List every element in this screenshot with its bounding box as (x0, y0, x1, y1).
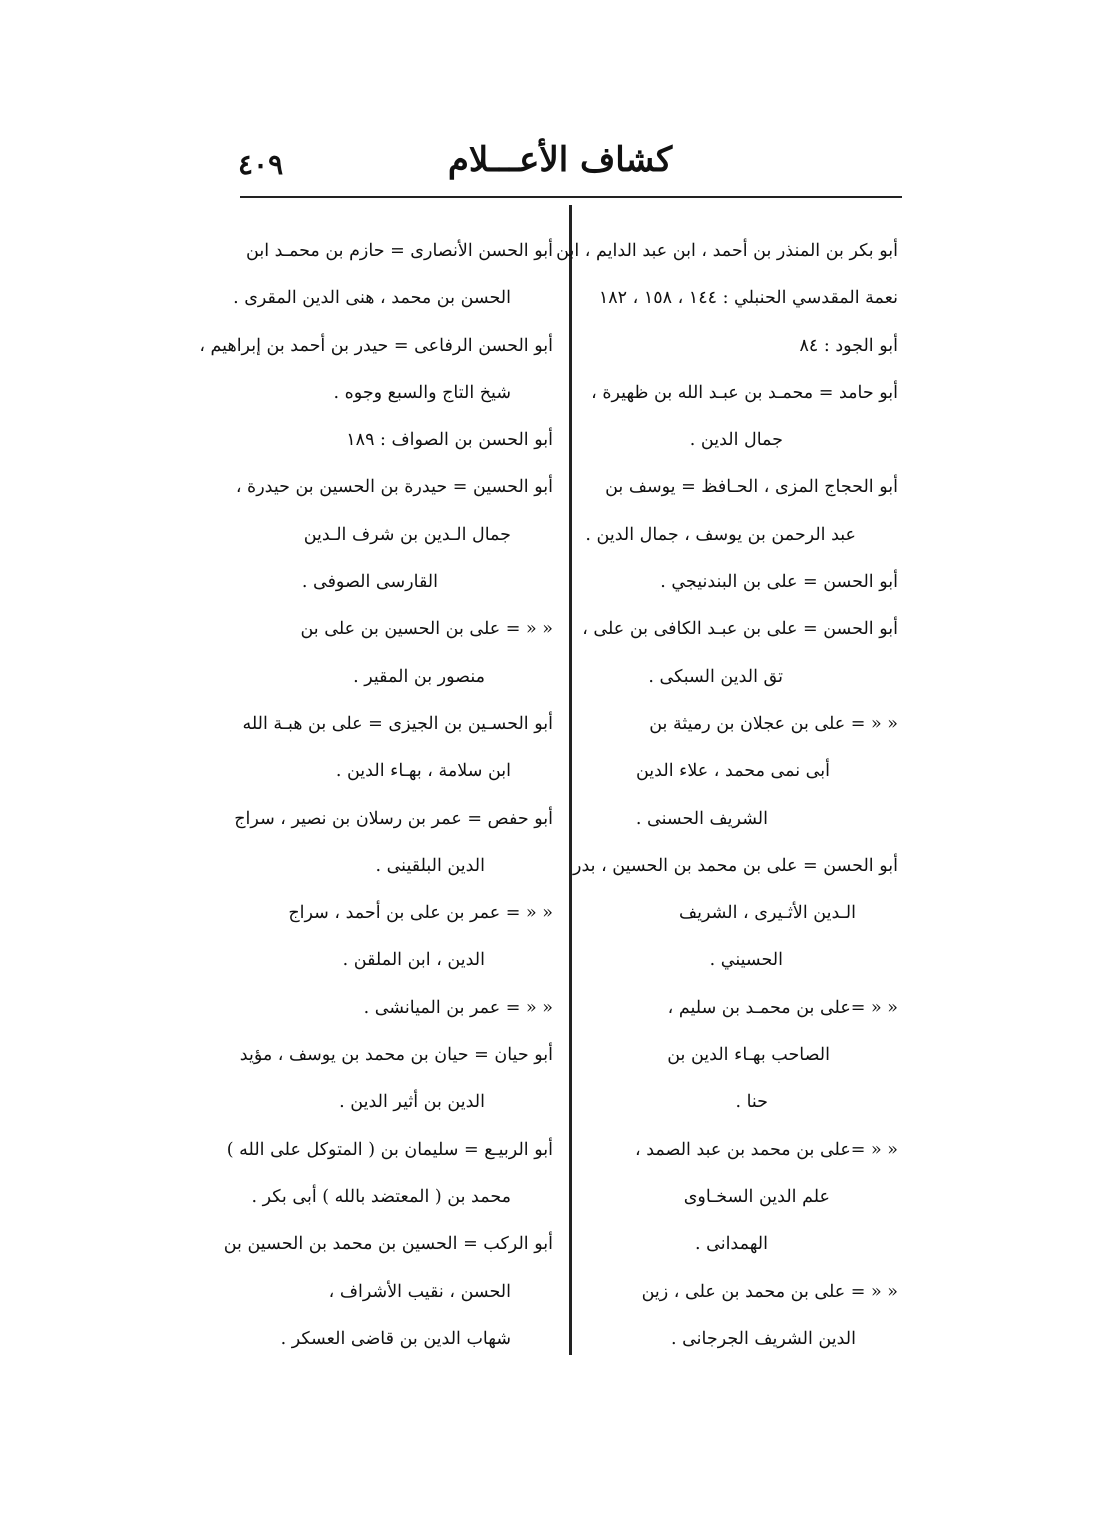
index-entry-line: « « = عمر بن الميانشى . (363, 997, 553, 1018)
index-entry-line: الشريف الحسنى . (635, 808, 768, 829)
index-entry-line: أبو حفص = عمر بن رسلان بن نصير ، سراج (234, 808, 553, 829)
index-column-left (199, 228, 553, 1363)
index-entry-line: نعمة المقدسي الحنبلي : ١٤٤ ، ١٥٨ ، ١٨٢ (598, 288, 898, 309)
index-entry-line: أبو الحسن = على بن محمد بن الحسين ، بدر (573, 855, 898, 876)
index-entry-line: « « = عمر بن على بن أحمد ، سراج (288, 903, 553, 924)
index-entry-line: عبد الرحمن بن يوسف ، جمال الدين . (585, 524, 856, 545)
index-entry-line: حنا . (735, 1092, 768, 1113)
page-title: كشاف الأعـــلام (447, 140, 673, 180)
header-rule (240, 196, 902, 198)
column-divider (569, 205, 572, 1355)
index-entry-line: جمال الـدين بن شرف الـدين (303, 524, 511, 545)
index-entry-line: أبو الركب = الحسين بن محمد بن الحسين بن (223, 1234, 553, 1255)
index-entry-line: منصور بن المقير . (353, 666, 485, 687)
index-entry-line: أبى نمى محمد ، علاء الدين (635, 761, 830, 782)
index-entry-line: الصاحب بهـاء الدين بن (667, 1045, 830, 1066)
index-entry-line: أبو حامد = محمـد بن عبـد الله بن ظهيرة ، (591, 382, 898, 403)
index-entry-line: أبو الربيـع = سليمان بن ( المتوكل على الله ) (226, 1139, 553, 1160)
index-entry-line: « « =على بن محمد بن عبد الصمد ، (635, 1139, 898, 1160)
index-entry-line: شهاب الدين بن قاضى العسكر . (280, 1328, 511, 1349)
index-entry-line: محمد بن ( المعتضد بالله ) أبى بكر . (251, 1186, 511, 1207)
index-entry-line: « « = على بن محمد بن على ، زين (641, 1281, 898, 1302)
index-entry-line: أبو الحسـين بن الجيزى = على بن هبـة الله (242, 713, 553, 734)
index-column-right (556, 228, 898, 1363)
index-entry-line: أبو الحسن الأنصارى = حازم بن محمـد ابن (246, 241, 553, 261)
index-entry-line: أبو حيان = حيان بن محمد بن يوسف ، مؤيد (239, 1045, 553, 1066)
index-entry-line: الحسن بن محمد ، هنى الدين المقرى . (233, 288, 511, 309)
index-entry-line: الهمدانى . (694, 1234, 768, 1255)
index-entry-line: الدين البلقينى . (375, 855, 485, 876)
index-entry-line: « « = على بن الحسين بن على بن (300, 619, 553, 640)
index-entry-line: الحسن ، نقيب الأشراف ، (328, 1281, 511, 1302)
index-entry-line: « « = على بن عجلان بن رميثة بن (649, 713, 898, 734)
index-entry-line: الدين بن أثير الدين . (339, 1092, 485, 1113)
index-entry-line: أبو الحسن = على بن عبـد الكافى بن على ، (582, 619, 898, 640)
index-entry-line: أبو بكر بن المنذر بن أحمد ، ابن عبد الدايم ، ابن (556, 241, 898, 261)
index-entry-line: الحسيني . (709, 950, 783, 971)
index-entry-line: علم الدين السخـاوى (683, 1186, 830, 1207)
index-entry-line: الـدين الأثـيرى ، الشريف (679, 903, 856, 924)
index-entry-line: أبو الجود : ٨٤ (799, 335, 898, 356)
index-entry-line: الدين الشريف الجرجانى . (670, 1328, 856, 1349)
index-entry-line: أبو الحجاج المزى ، الحـافظ = يوسف بن (605, 477, 898, 498)
index-entry-line: ابن سلامة ، بهـاء الدين . (335, 761, 511, 782)
index-entry-line: جمال الدين . (689, 430, 783, 451)
index-entry-line: أبو الحسن = على بن البندنيجي . (660, 572, 898, 593)
index-entry-line: أبو الحسن الرفاعى = حيدر بن أحمد بن إبراهيم ، (199, 335, 553, 356)
index-entry-line: الدين ، ابن الملقن . (342, 950, 485, 971)
page-number: ٤٠٩ (238, 148, 284, 181)
index-entry-line: أبو الحسين = حيدرة بن الحسين بن حيدرة ، (235, 477, 553, 498)
index-entry-line: تق الدين السبكى . (648, 666, 783, 687)
index-entry-line: أبو الحسن بن الصواف : ١٨٩ (346, 430, 553, 451)
index-entry-line: شيخ التاج والسبع وجوه . (333, 382, 511, 403)
index-entry-line: « « =على بن محمـد بن سليم ، (667, 997, 898, 1018)
index-entry-line: القارسى الصوفى . (301, 572, 438, 593)
